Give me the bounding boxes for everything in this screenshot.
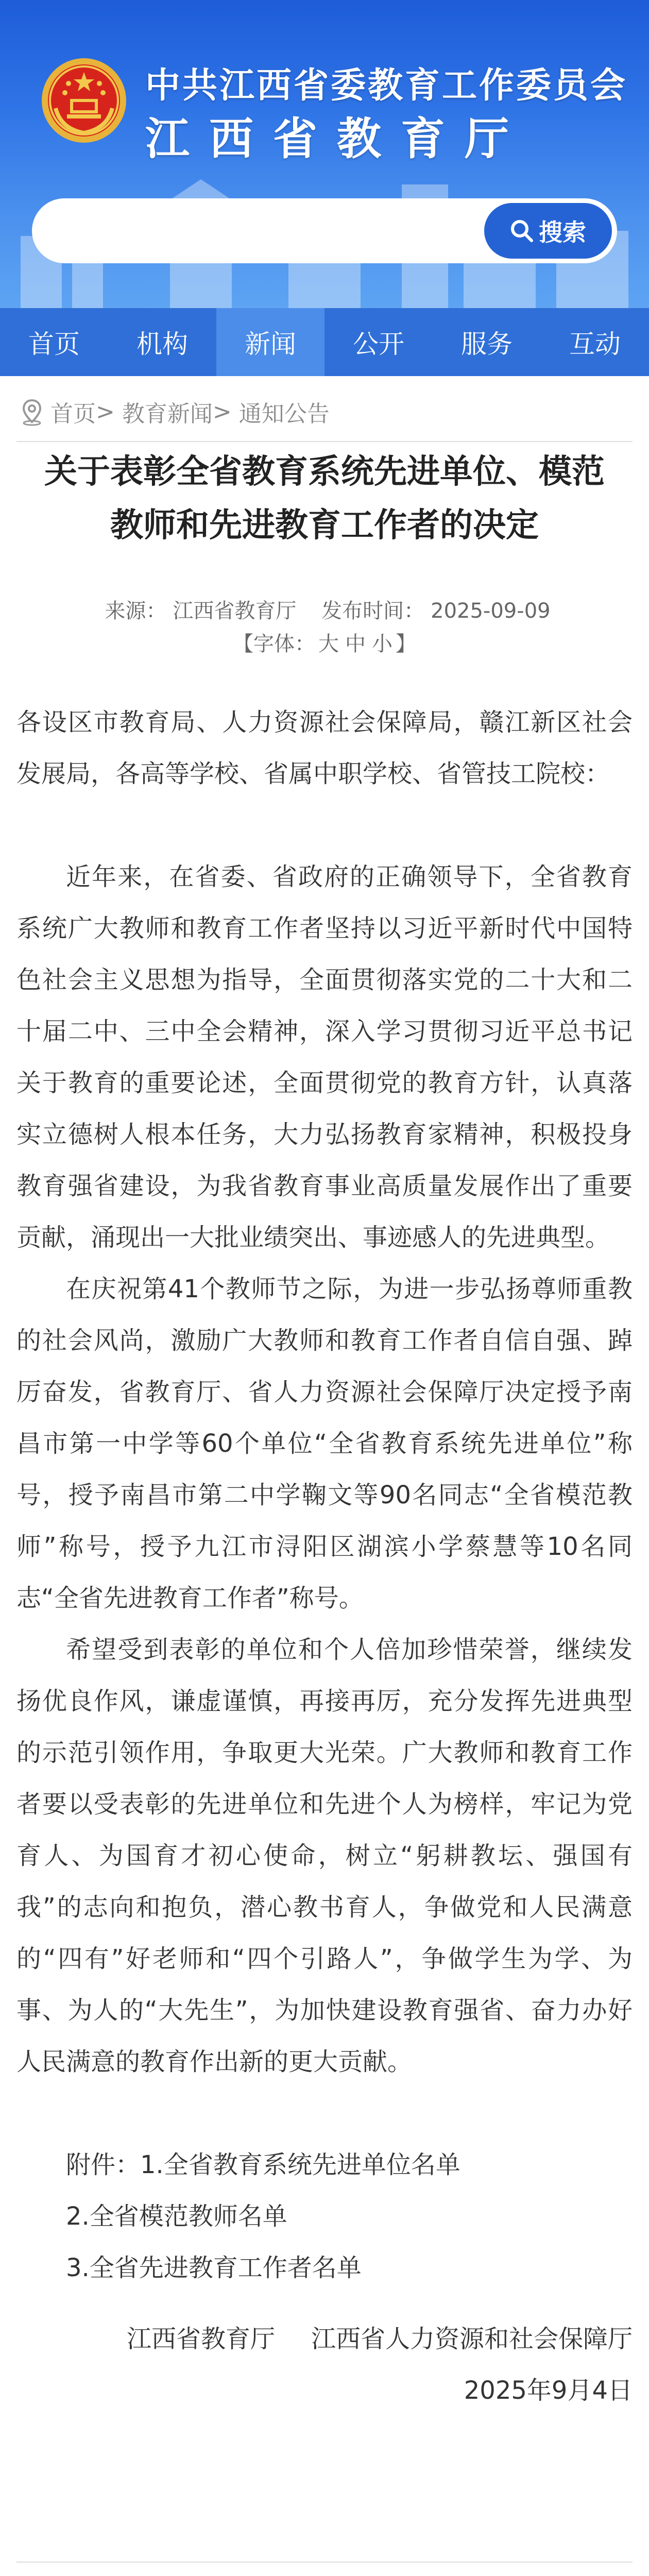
signature-block xyxy=(127,2313,633,2416)
search-button[interactable] xyxy=(484,203,612,259)
nav-item-organization[interactable]: 机构 xyxy=(136,329,188,359)
font-size-close: 】 xyxy=(396,632,416,656)
date-label: 发布时间： xyxy=(321,599,425,623)
signer-2: 江西省人力资源和社会保障厅 xyxy=(311,2325,633,2353)
signer-1: 江西省教育厅 xyxy=(126,2325,275,2353)
divider xyxy=(16,2562,633,2563)
attachment-item xyxy=(16,2139,633,2191)
org-title: 中共江西省委教育工作委员会 xyxy=(145,65,628,106)
paragraph-3: 希望受到表彰的单位和个人倍加珍惜荣誉，继续发扬优良作风，谦虚谨慎，再接再厉，充分发挥先进典型的示范引领作用，争取更大光荣。广大教师和教育工作者要以受表彰的先进单位和先进个人为榜样，牢记为党育人、为国育才初心使命，树立“躬耕教坛、强国有我”的志向和抱负，潜心教书育人，争做党和人民满意的“四有”好老师和“四个引路人”，争做学生为学、为事、为人的“大先生”，为加快建设教育强省、奋力办好人民满意的教育作出新的更大贡献。 xyxy=(16,1635,633,2076)
site-header xyxy=(0,0,649,308)
sign-date: 2025年9月4日 xyxy=(464,2376,633,2405)
search-input[interactable] xyxy=(32,198,485,263)
breadcrumb-news[interactable]: 教育新闻 xyxy=(122,401,213,427)
attachment-link-1[interactable]: 1.全省教育系统先进单位名单 xyxy=(140,2150,460,2179)
article-title-line2: 教师和先进教育工作者的决定 xyxy=(110,506,539,545)
source-label: 来源： xyxy=(105,599,167,623)
attachment-item xyxy=(16,2191,633,2242)
attachment-item xyxy=(16,2242,633,2294)
paragraph-1: 近年来，在省委、省政府的正确领导下，全省教育系统广大教师和教育工作者坚持以习近平新时代中国特色社会主义思想为指导，全面贯彻落实党的二十大和二十届二中、三中全会精神，深入学习贯彻习近平总书记关于教育的重要论述，全面贯彻党的教育方针，认真落实立德树人根本任务，大力弘扬教育家精神，积极投身教育强省建设，为我省教育事业高质量发展作出了重要贡献，涌现出一大批业绩突出、事迹感人的先进典型。 xyxy=(16,862,633,1252)
article-title-line1: 关于表彰全省教育系统先进单位、模范 xyxy=(44,453,605,491)
nav-item-interaction[interactable]: 互动 xyxy=(569,329,621,359)
font-size-open: 【字体： xyxy=(233,632,315,656)
attachment-link-2[interactable]: 2.全省模范教师名单 xyxy=(66,2202,287,2231)
location-pin-icon xyxy=(18,397,46,426)
font-size-medium[interactable]: 中 xyxy=(345,632,366,656)
nav-item-home[interactable]: 首页 xyxy=(28,329,80,359)
paragraph-2: 在庆祝第41个教师节之际，为进一步弘扬尊师重教的社会风尚，激励广大教师和教育工作者自信自强、踔厉奋发，省教育厅、省人力资源社会保障厅决定授予南昌市第一中学等60个单位“全省教育系统先进单位”称号，授予南昌市第二中学鞠文等90名同志“全省模范教师”称号，授予九江市浔阳区湖滨小学蔡慧等10名同志“全省先进教育工作者”称号。 xyxy=(16,1275,633,1613)
breadcrumb-separator: > xyxy=(96,398,115,425)
breadcrumb-home[interactable]: 首页 xyxy=(50,401,96,427)
search-bar xyxy=(32,198,617,263)
salutation: 各设区市教育局、人力资源社会保障局，赣江新区社会发展局，各高等学校、省属中职学校、省管技工院校： xyxy=(16,708,633,788)
font-size-small[interactable]: 小 xyxy=(372,632,392,656)
breadcrumb xyxy=(18,394,330,430)
attachment-link-3[interactable]: 3.全省先进教育工作者名单 xyxy=(66,2253,362,2282)
divider xyxy=(16,441,633,442)
search-icon xyxy=(510,219,534,243)
nav-item-news[interactable]: 新闻 xyxy=(216,308,324,376)
date-value: 2025-09-09 xyxy=(431,599,551,623)
breadcrumb-notice[interactable]: 通知公告 xyxy=(238,401,330,427)
search-button-label: 搜索 xyxy=(539,218,586,246)
main-nav xyxy=(0,308,649,376)
nav-item-service[interactable]: 服务 xyxy=(461,329,513,359)
article-body xyxy=(16,697,633,2294)
breadcrumb-separator: > xyxy=(212,398,232,425)
article-title-text xyxy=(15,445,634,552)
font-size-switcher xyxy=(0,628,649,657)
nav-item-public[interactable]: 公开 xyxy=(353,329,404,359)
national-emblem-icon xyxy=(40,57,128,144)
source-value: 江西省教育厅 xyxy=(173,599,297,623)
attachment-label: 附件： xyxy=(66,2150,141,2179)
font-size-large[interactable]: 大 xyxy=(318,632,339,656)
site-title: 江西省教育厅 xyxy=(145,113,528,165)
article-meta xyxy=(0,595,649,624)
